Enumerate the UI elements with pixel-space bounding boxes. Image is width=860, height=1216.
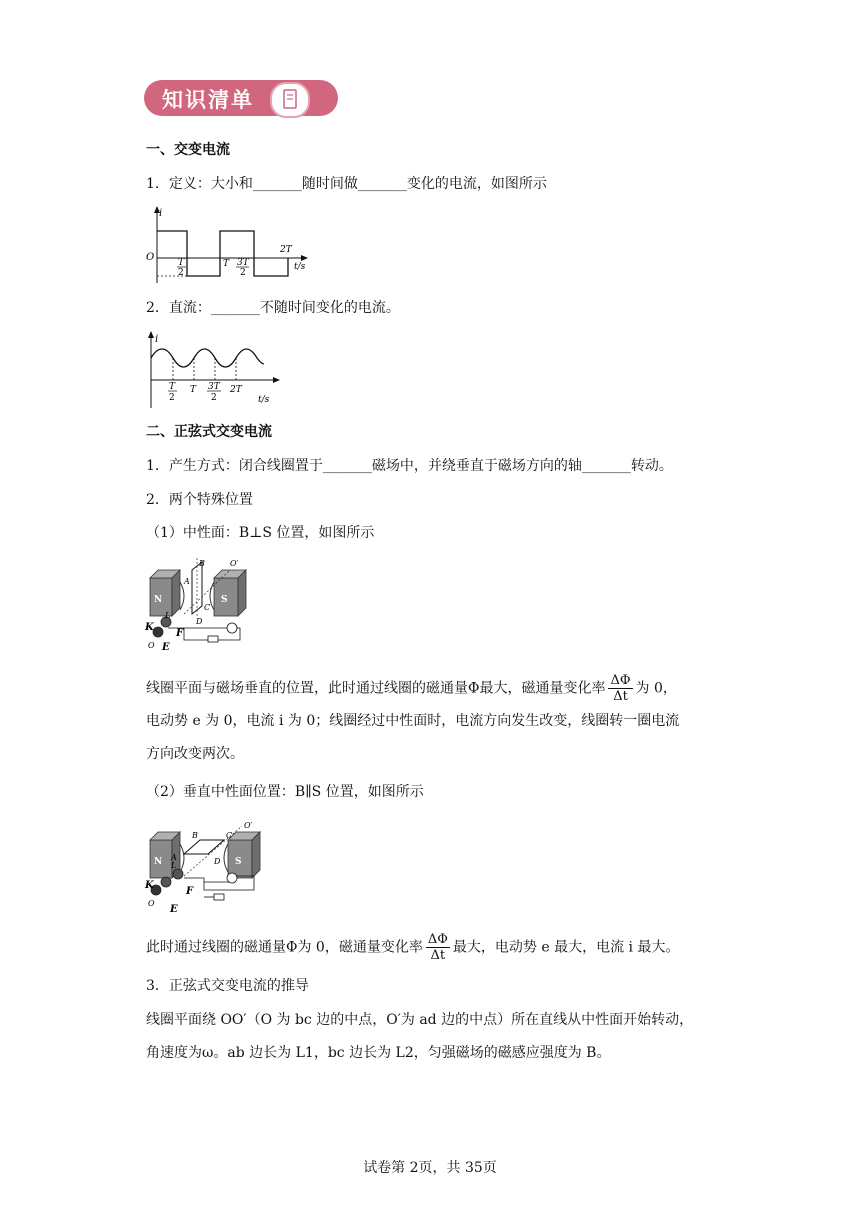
- square-wave-figure: [144, 205, 314, 287]
- derivation-paragraph-2: 角速度为ω。ab 边长为 L1，bc 边长为 L2，匀强磁场的磁感应强度为 B。: [146, 1045, 611, 1061]
- label-C: C: [226, 831, 233, 840]
- generator-perpendicular-figure: [144, 818, 262, 914]
- document-icon: [270, 82, 310, 118]
- page-footer: 试卷第 2页，共 35页: [363, 1160, 497, 1176]
- perp-text-b: 最大，电动势 e 最大，电流 i 最大。: [452, 939, 680, 956]
- flux-rate-fraction: [426, 932, 450, 963]
- south-pole-label: S: [235, 857, 242, 867]
- label-B: B: [192, 831, 198, 840]
- neutral-plane-paragraph-2: 电动势 e 为 0，电流 i 为 0；线圈经过中性面时，电流方向发生改变，线圈转一圈电流: [146, 713, 680, 729]
- label-E: E: [162, 642, 170, 652]
- label-F: F: [186, 886, 194, 897]
- neutral-plane-paragraph: [146, 673, 677, 704]
- south-pole-label: S: [221, 595, 228, 605]
- label-O-prime: O′: [230, 559, 239, 568]
- label-A: A: [171, 853, 177, 862]
- derivation-heading: 3．正弦式交变电流的推导: [146, 978, 309, 994]
- fraction-numerator: ΔΦ: [427, 932, 448, 947]
- label-D: D: [214, 857, 221, 866]
- label-K: K: [145, 880, 154, 891]
- north-pole-label: N: [154, 595, 163, 605]
- generator-neutral-figure: [144, 556, 256, 652]
- origin-label: O: [146, 252, 155, 263]
- fraction-denominator: Δt: [613, 689, 628, 704]
- neutral-plane-paragraph-3: 方向改变两次。: [146, 746, 244, 762]
- two-special-positions: 2．两个特殊位置: [146, 492, 253, 508]
- pulsating-dc-figure: [144, 330, 284, 410]
- fraction-denominator: Δt: [430, 948, 446, 963]
- tick-3T2-den: 2: [211, 393, 217, 403]
- label-F: F: [176, 628, 184, 639]
- perpendicular-plane-heading: （2）垂直中性面位置：B∥S 位置，如图所示: [146, 784, 424, 800]
- tick-half-T-den: 2: [169, 393, 175, 403]
- perpendicular-plane-paragraph: [146, 932, 679, 963]
- perp-text-a: 此时通过线圈的磁通量Φ为 0，磁通量变化率: [146, 939, 423, 956]
- neutral-text-a: 线圈平面与磁场垂直的位置，此时通过线圈的磁通量Φ最大，磁通量变化率: [146, 680, 606, 697]
- axis-t-label: t/s: [294, 262, 306, 272]
- tick-half-T-num: T: [169, 382, 176, 392]
- tick-T: T: [223, 259, 230, 269]
- label-O-prime: O′: [244, 821, 253, 830]
- badge-title: 知识清单: [162, 88, 254, 112]
- tick-T: T: [190, 385, 197, 395]
- fraction-numerator: ΔΦ: [610, 673, 631, 688]
- tick-3T2-den: 2: [240, 268, 246, 278]
- tick-2T: 2T: [230, 385, 242, 395]
- label-E: E: [170, 904, 178, 914]
- tick-2T: 2T: [280, 245, 292, 255]
- label-C: C: [204, 603, 211, 612]
- tick-half-T-den: 2: [178, 268, 184, 278]
- derivation-paragraph-1: 线圈平面绕 OO′（O 为 bc 边的中点，O′为 ad 边的中点）所在直线从中性面开始转动，: [146, 1012, 694, 1028]
- generation-method: 1．产生方式：闭合线圈置于_______磁场中，并绕垂直于磁场方向的轴_______转动。: [146, 458, 673, 474]
- axis-t-label: t/s: [258, 395, 270, 405]
- label-A: A: [184, 577, 190, 586]
- flux-rate-fraction: [608, 673, 632, 704]
- axis-i-label: i: [159, 208, 163, 219]
- section-title-ac: 一、交变电流: [146, 142, 230, 158]
- neutral-text-b: 为 0，: [635, 680, 677, 697]
- label-O: O: [148, 641, 155, 650]
- label-L: L: [165, 611, 171, 620]
- dc-definition: 2．直流：_______不随时间变化的电流。: [146, 300, 400, 316]
- label-K: K: [145, 622, 154, 633]
- label-L: L: [171, 861, 177, 870]
- north-pole-label: N: [154, 857, 163, 867]
- tick-half-T-num: T: [178, 258, 185, 268]
- neutral-plane-heading: （1）中性面：B⊥S 位置，如图所示: [146, 525, 375, 541]
- label-O: O: [148, 899, 155, 908]
- label-B: B: [199, 559, 205, 568]
- tick-3T2-num: 3T: [237, 258, 249, 268]
- label-D: D: [196, 617, 203, 626]
- tick-3T2-num: 3T: [208, 382, 220, 392]
- ac-definition: 1．定义：大小和_______随时间做_______变化的电流，如图所示: [146, 176, 547, 192]
- axis-i-label: i: [155, 334, 159, 345]
- section-title-sine-ac: 二、正弦式交变电流: [146, 424, 272, 440]
